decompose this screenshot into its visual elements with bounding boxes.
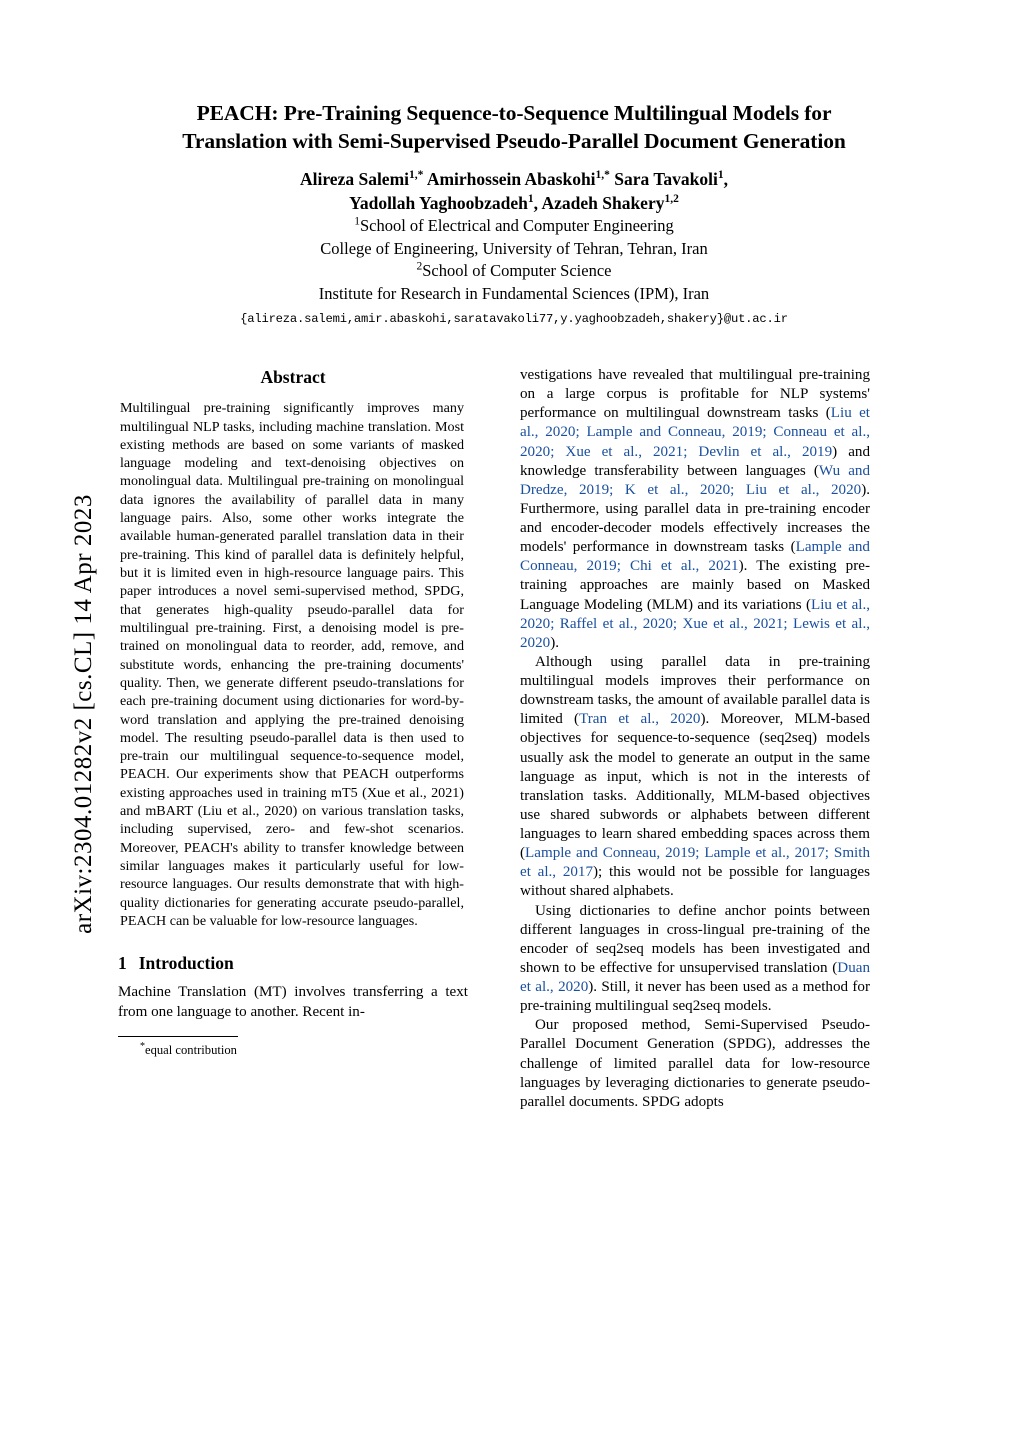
right-column [520,366,870,1112]
body-columns [118,366,910,1356]
author-tavakoli-affil: 1 [717,169,724,182]
affiliation-1-text: School of Electrical and Computer Engineering [359,216,674,236]
abstract-body: Multilingual pre-training significantly improves many multilingual NLP tasks, including machine translation. Most existing methods are based on some variants of masked language modeling and text-denoising objectives on monolingual data. Multilingual pre-training on monolingual data ignores the availability of parallel data in many language pairs. Also, some other works integrate the available human-generated parallel translation data in their pre-training. This kind of parallel data is definitely helpful, but it is limited even in high-resource language pairs. This paper introduces a novel semi-supervised method, SPDG, that generates high-quality pseudo-parallel data for multilingual pre-training. First, a denoising model is pre-trained on monolingual data to reorder, add, remove, and substitute words, enhancing the pre-training documents' quality. Then, we generate different pseudo-translations for each pre-training document using dictionaries for word-by-word translation and applying the pre-trained denoising model. The resulting pseudo-parallel data is then used to pre-train our multilingual sequence-to-sequence model, PEACH. Our experiments show that PEACH outperforms existing approaches used in training mT5 (Xue et al., 2021) and mBART (Liu et al., 2020) on various translation tasks, including supervised, zero- and few-shot scenarios. Moreover, PEACH's ability to transfer knowledge between similar languages makes it particularly useful for low-resource languages. Our results demonstrate that with high-quality dictionaries for generating accurate pseudo-parallel, PEACH can be valuable for low-resource languages. [120,400,464,929]
citation-group-7: Duan et al., 2020 [520,959,870,995]
citation-group-2: Wu and Dredze, 2019; K et al., 2020; Liu et al., 2020 [520,462,870,498]
intro-paragraph-1-right [520,366,870,653]
p2-seg-a: Although using parallel data in pre-training multilingual models improves their performance on downstream tasks, the amount of available parallel data is limited ( [520,653,870,728]
page-title [128,100,900,155]
paper-header [118,100,910,326]
author-salemi-affil: 1, [409,169,418,182]
footnote-text: equal contribution [145,1042,237,1057]
p1-seg-d: ). The existing pre-training approaches are mainly based on Masked Language Modeling (MLM) and its variations ( [520,558,870,613]
author-salemi-star: * [417,169,424,182]
footnote-divider [118,1036,238,1037]
affiliations [118,215,910,305]
p1-seg-b: ) and knowledge transferability between languages ( [520,443,870,479]
footnote-equal-contribution [140,1042,468,1058]
section-number: 1 [118,953,127,974]
intro-paragraph-2 [520,653,870,902]
author-yaghoobzadeh: Yadollah Yaghoobzadeh [349,193,528,214]
affiliation-1-marker: 1 [354,215,360,228]
p1-seg-c: ). Furthermore, using parallel data in pre-training encoder and encoder-decoder models effectively increases the models' performance in downstream tasks ( [520,481,870,556]
author-abaskohi-star: * [604,169,610,182]
title-line-1: PEACH: Pre-Training Sequence-to-Sequence Multilingual Models for [196,101,832,125]
author-abaskohi: Amirhossein Abaskohi [426,169,596,190]
p3-seg-b: ). Still, it never has been used as a method for pre-training multilingual seq2seq models. [520,979,870,1015]
author-yaghoobzadeh-affil: 1 [527,193,534,206]
p1-seg-e: ). [550,634,559,651]
author-line-2: Yadollah Yaghoobzadeh$^1$, Azadeh Shakery$^{1,2}$ [349,193,679,214]
affiliation-4: Institute for Research in Fundamental Sciences (IPM), Iran [318,283,710,303]
intro-paragraph-1-left: Machine Translation (MT) involves transferring a text from one language to another. Recent in- [118,984,468,1020]
affiliation-2: College of Engineering, University of Tehran, Tehran, Iran [320,238,708,258]
author-line-1: Alireza Salemi$^{1,*}$ Amirhossein Abaskohi$^{1,*}$ Sara Tavakoli$^1$, [299,169,729,190]
p2-seg-c: ); this would not be possible for languages without shared alphabets. [520,864,870,900]
citation-group-4: Liu et al., 2020; Raffel et al., 2020; Xue et al., 2021; Lewis et al., 2020 [520,596,871,651]
citation-group-6: Lample and Conneau, 2019; Lample et al., 2017; Smith et al., 2017 [520,845,870,881]
p3-seg-a: Using dictionaries to define anchor points between different languages in cross-lingual pre-training of the encoder of seq2seq models has been investigated and shown to be effective for unsupervised translation ( [520,902,870,976]
citation-group-1: Liu et al., 2020; Lample and Conneau, 2019; Conneau et al., 2020; Xue et al., 2021; Devlin et al., 2019 [520,405,870,460]
author-shakery-affil: 1,2 [664,193,679,206]
citation-group-5: Tran et al., 2020 [579,711,701,728]
p2-seg-b: ). Moreover, MLM-based objectives for sequence-to-sequence (seq2seq) models usually ask the model to generate an output in the same language as input, which is not in the interests of translation tasks. Additionally, MLM-based objectives use shared subwords or alphabets between different languages to learn shared embedding spaces across them ( [520,711,870,862]
author-emails: {alireza.salemi,amir.abaskohi,saratavakoli77,y.yaghoobzadeh,shakery}@ut.ac.ir [240,312,788,327]
arxiv-stamp: arXiv:2304.01282v2 [cs.CL] 14 Apr 2023 [70,494,97,934]
affiliation-1 [118,215,910,237]
footnote-marker: * [140,1040,145,1052]
abstract-heading: Abstract [260,367,326,387]
author-salemi: Alireza Salemi [299,169,410,190]
affiliation-3-marker: 2 [416,260,423,273]
author-list [118,167,910,215]
author-shakery: Azadeh Shakery [541,193,665,214]
affiliation-3 [118,260,910,282]
author-abaskohi-affil: 1, [595,169,605,182]
section-heading-introduction [118,952,468,974]
p1-seg-a: vestigations have revealed that multilingual pre-training on a large corpus is profitable for NLP systems' performance on multilingual downstream tasks ( [520,367,870,422]
left-column [118,366,468,1058]
intro-paragraph-4: Our proposed method, Semi-Supervised Pseudo-Parallel Document Generation (SPDG), addresses the challenge of limited parallel data for low-resource languages by leveraging dictionaries to generate pseudo-parallel documents. SPDG adopts [520,1017,870,1110]
title-line-2: Translation with Semi-Supervised Pseudo-Parallel Document Generation [182,128,846,153]
author-tavakoli: Sara Tavakoli [614,169,718,190]
intro-paragraph-3 [520,902,870,1017]
affiliation-3-text: School of Computer Science [422,261,612,281]
citation-group-3: Lample and Conneau, 2019; Chi et al., 2021 [520,539,870,575]
section-title: Introduction [138,953,234,974]
